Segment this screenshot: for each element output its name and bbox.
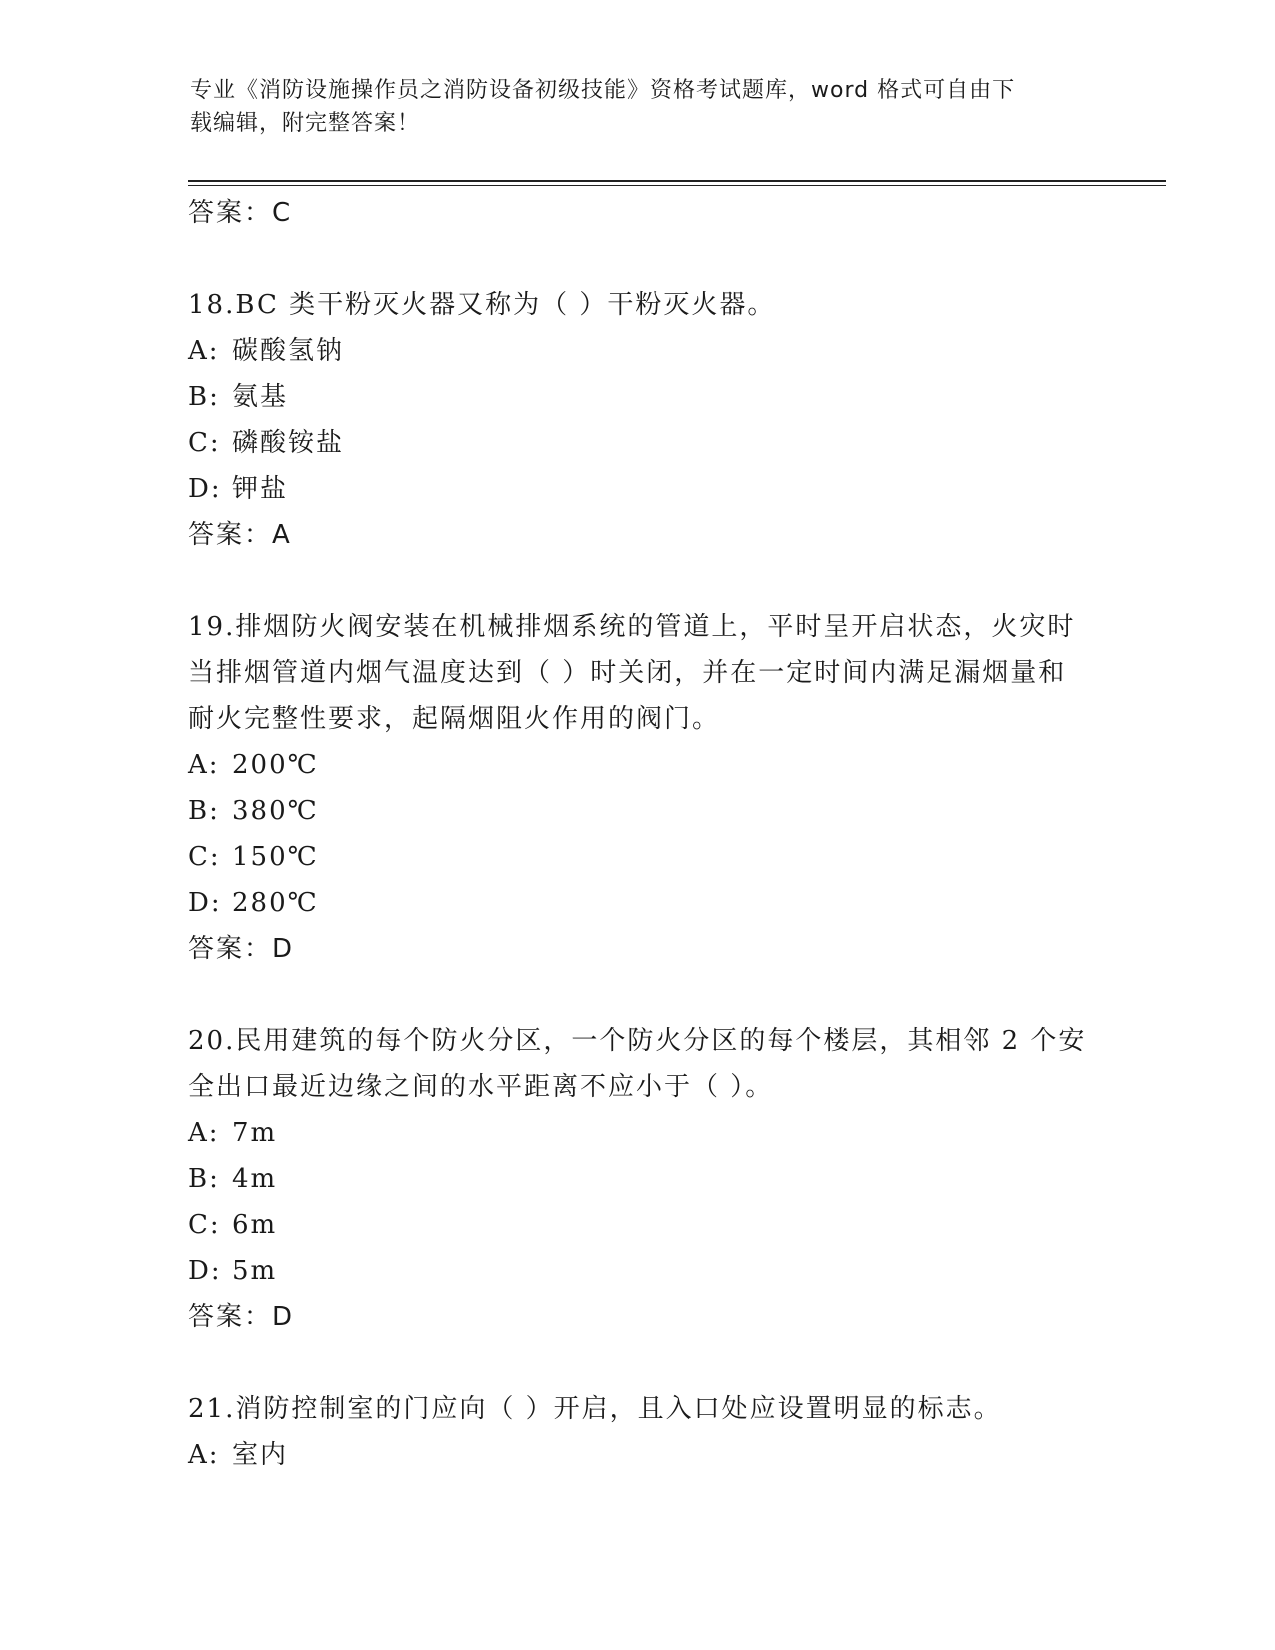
option-b bbox=[188, 374, 1088, 420]
header-line-2: 载编辑，附完整答案！ bbox=[190, 111, 421, 136]
option-d bbox=[188, 466, 1088, 512]
header-rule-thick bbox=[188, 180, 1166, 182]
option-text: 200℃ bbox=[232, 750, 319, 780]
option-letter: A: bbox=[188, 336, 220, 366]
option-d bbox=[188, 1248, 1088, 1294]
answer-label: 答案： bbox=[188, 520, 273, 550]
option-letter: D: bbox=[188, 474, 222, 504]
option-text: 钾盐 bbox=[232, 474, 289, 504]
question-block bbox=[188, 1386, 1088, 1478]
option-text: 碳酸氢钠 bbox=[232, 336, 345, 366]
option-text: 氨基 bbox=[232, 382, 289, 412]
option-text: 室内 bbox=[232, 1440, 289, 1470]
answer-value: D bbox=[272, 1302, 293, 1332]
answer-value: D bbox=[272, 934, 293, 964]
option-text: 6m bbox=[232, 1210, 278, 1240]
option-letter: A: bbox=[188, 750, 220, 780]
answer-line bbox=[188, 512, 1088, 558]
option-a bbox=[188, 328, 1088, 374]
question-block bbox=[188, 1018, 1088, 1340]
answer-value: A bbox=[272, 520, 290, 550]
option-text: 150℃ bbox=[232, 842, 319, 872]
option-text: 4m bbox=[232, 1164, 278, 1194]
option-letter: C: bbox=[188, 1210, 221, 1240]
option-letter: A: bbox=[188, 1118, 220, 1148]
question-block bbox=[188, 282, 1088, 558]
question-text: 20.民用建筑的每个防火分区，一个防火分区的每个楼层，其相邻 2 个安全出口最近边缘之间的水平距离不应小于（ ）。 bbox=[188, 1026, 1087, 1102]
document-header-note bbox=[190, 74, 1090, 140]
header-line-1: 专业《消防设施操作员之消防设备初级技能》资格考试题库，word 格式可自由下 bbox=[190, 78, 1016, 103]
option-a bbox=[188, 1110, 1088, 1156]
question-text: 18.BC 类干粉灭火器又称为（ ）干粉灭火器。 bbox=[188, 290, 776, 320]
answer-line bbox=[188, 926, 1088, 972]
question-text: 21.消防控制室的门应向（ ）开启，且入口处应设置明显的标志。 bbox=[188, 1394, 1002, 1424]
option-b bbox=[188, 1156, 1088, 1202]
answer-label: 答案： bbox=[188, 1302, 273, 1332]
option-text: 磷酸铵盐 bbox=[232, 428, 345, 458]
question-text: 19.排烟防火阀安装在机械排烟系统的管道上，平时呈开启状态，火灾时当排烟管道内烟气温度达到（ ）时关闭，并在一定时间内满足漏烟量和耐火完整性要求，起隔烟阻火作用的阀门。 bbox=[188, 612, 1076, 734]
option-c bbox=[188, 420, 1088, 466]
option-a bbox=[188, 742, 1088, 788]
answer-value: C bbox=[272, 198, 291, 228]
option-c bbox=[188, 1202, 1088, 1248]
header-rule-thin bbox=[188, 185, 1166, 186]
option-a bbox=[188, 1432, 1088, 1478]
option-c bbox=[188, 834, 1088, 880]
option-text: 7m bbox=[232, 1118, 278, 1148]
option-letter: B: bbox=[188, 796, 220, 826]
option-text: 380℃ bbox=[232, 796, 319, 826]
option-letter: A: bbox=[188, 1440, 220, 1470]
answer-label: 答案： bbox=[188, 198, 273, 228]
option-letter: C: bbox=[188, 842, 221, 872]
answer-line bbox=[188, 1294, 1088, 1340]
option-letter: D: bbox=[188, 888, 222, 918]
answer-label: 答案： bbox=[188, 934, 273, 964]
option-d bbox=[188, 880, 1088, 926]
option-letter: D: bbox=[188, 1256, 222, 1286]
question-list bbox=[188, 190, 1088, 1478]
option-b bbox=[188, 788, 1088, 834]
question-block bbox=[188, 604, 1088, 972]
option-letter: B: bbox=[188, 382, 220, 412]
answer-line bbox=[188, 190, 1088, 236]
option-letter: C: bbox=[188, 428, 221, 458]
option-text: 5m bbox=[232, 1256, 278, 1286]
option-text: 280℃ bbox=[232, 888, 319, 918]
option-letter: B: bbox=[188, 1164, 220, 1194]
